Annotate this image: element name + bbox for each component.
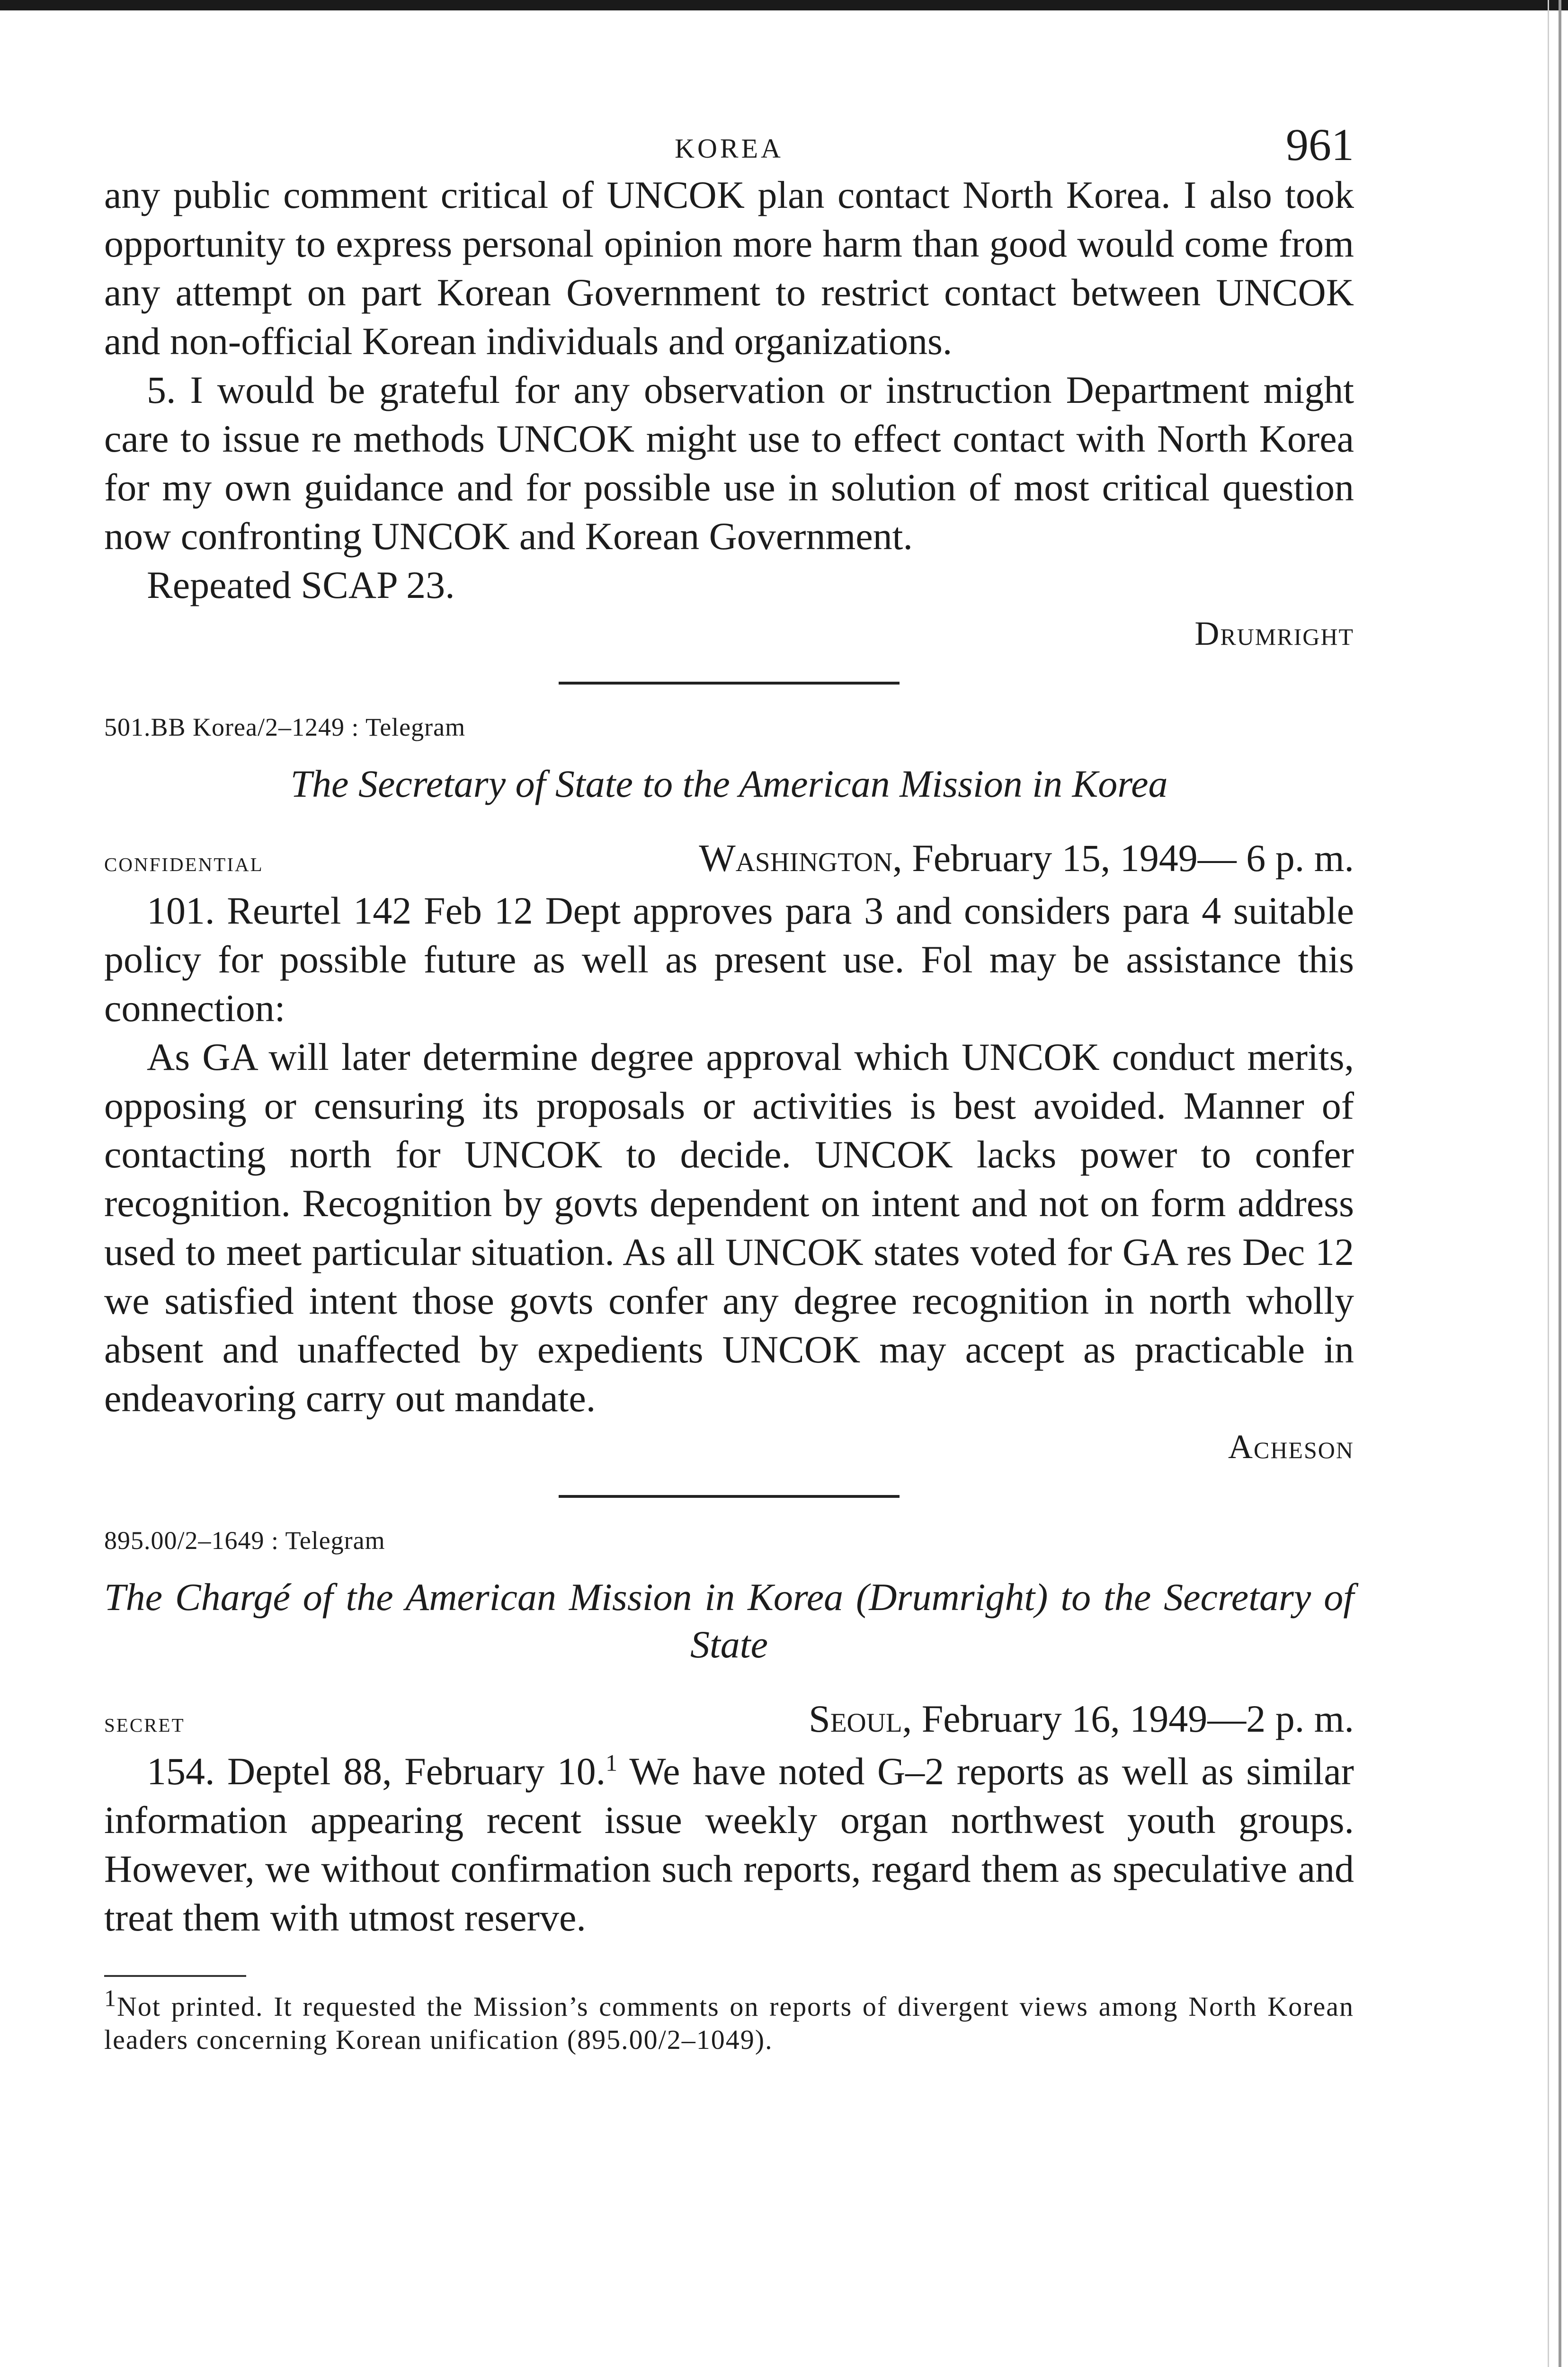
doc2-place-date: [699, 836, 1354, 881]
doc1-repeated-line: Repeated SCAP 23.: [147, 563, 455, 606]
section-divider-2: [559, 1495, 900, 1498]
doc3-date: , February 16, 1949—2 p. m.: [902, 1697, 1354, 1740]
page-number: 961: [1286, 119, 1354, 170]
section-divider: [559, 682, 900, 685]
footnote-text: Not printed. It requested the Mission’s comments on reports of divergent views among North Korean leaders concerning Korean unification (895.00/2–1049).: [104, 1991, 1354, 2055]
doc2-signature: Acheson: [1228, 1428, 1354, 1466]
doc1-paragraph-5: 5. I would be grateful for any observation or instruction Department might care to issue re methods UNCOK might use to effect contact with North Korea for my own guidance and for possible use in solution of most critical question now confronting UNCOK and Korean Government.: [104, 368, 1354, 558]
scan-edge-right: [1559, 0, 1561, 2367]
doc2-file-reference: 501.BB Korea/2–1249 : Telegram: [104, 713, 466, 741]
doc2-date: , February 15, 1949— 6 p. m.: [892, 836, 1354, 880]
doc3-title: The Chargé of the American Mission in Korea (Drumright) to the Secretary of State: [104, 1575, 1354, 1666]
doc1-paragraph-continued: any public comment critical of UNCOK plan contact North Korea. I also took opportunity to express personal opinion more harm than good would come from any attempt on part Korean Government to restrict contact between UNCOK and non-official Korean individuals and organizations.: [104, 173, 1354, 363]
doc2-place: Washington: [699, 836, 893, 880]
doc2-dateline: [104, 836, 1354, 881]
doc1-signature: Drumright: [1194, 614, 1354, 652]
footnote-marker: 1: [104, 1984, 117, 2011]
running-title: KOREA: [675, 133, 784, 164]
doc3-paragraph-1: [104, 1747, 1354, 1942]
doc2-title: The Secretary of State to the American Mission in Korea: [290, 762, 1168, 805]
doc3-file-reference: 895.00/2–1649 : Telegram: [104, 1526, 385, 1555]
doc3-paragraph-start: 154. Deptel 88, February 10.: [147, 1750, 606, 1793]
footnote-rule: [104, 1975, 246, 1977]
doc2-paragraph-2: As GA will later determine degree approval which UNCOK conduct merits, opposing or censuring its proposals or activities is best avoided. Manner of contacting north for UNCOK to decide. UNCOK lacks power to confer recognition. Recognition by govts dependent on intent and not on form address used to meet particular situation. As all UNCOK states voted for GA res Dec 12 we satisfied intent those govts confer any degree recognition in north wholly absent and unaffected by expedients UNCOK may accept as practicable in endeavoring carry out mandate.: [104, 1035, 1354, 1420]
footnote-reference[interactable]: 1: [606, 1749, 618, 1776]
doc3-paragraph-rest: We have noted G–2 reports as well as similar information appearing recent issue weekly organ northwest youth groups. However, we without confirmation such reports, regard them as speculative and treat them with utmost reserve.: [104, 1750, 1354, 1939]
doc3-place: Seoul: [809, 1697, 902, 1740]
doc3-place-date: [809, 1697, 1354, 1741]
running-head: [104, 118, 1354, 170]
doc2-paragraph-1: 101. Reurtel 142 Feb 12 Dept approves para 3 and considers para 4 suitable policy for possible future as well as present use. Fol may be assistance this connection:: [104, 889, 1354, 1030]
scan-edge-right-inner: [1548, 0, 1549, 2367]
doc2-classification: confidential: [104, 846, 264, 877]
footnote: [104, 1984, 1354, 2056]
scan-edge-top: [0, 0, 1568, 10]
doc3-classification: secret: [104, 1707, 185, 1738]
document-page: [104, 118, 1354, 2056]
doc3-dateline: [104, 1697, 1354, 1741]
